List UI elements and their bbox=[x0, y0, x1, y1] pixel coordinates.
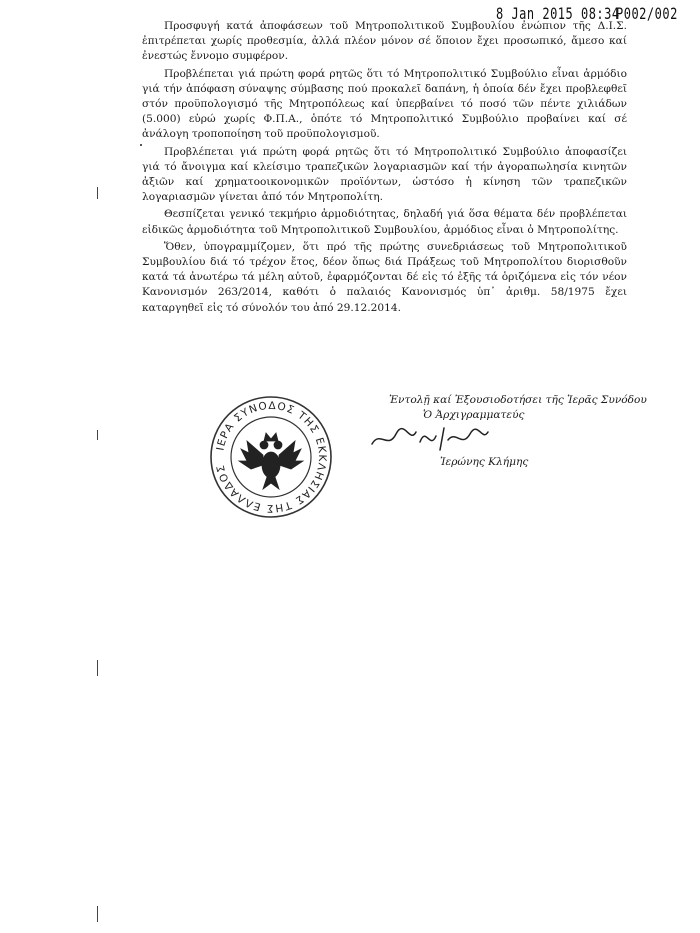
paragraph-competence: Θεσπίζεται γενικό τεκμήριο ἁρμοδιότητας, δηλαδή γιά ὅσα θέματα δέν προβλέπεται εἰδικῶς ἁρμοδιότητα τοῦ Μητροπολιτικοῦ Συμβουλίου, ἁρμόδιος εἶναι ὁ Μητροπολίτης. bbox=[142, 208, 627, 236]
paragraph-expenditure: Προβλέπεται γιά πρώτη φορά ρητῶς ὅτι τό Μητροπολιτικό Συμβούλιο εἶναι ἁρμόδιο γιά τήν ἀπόφαση σύναψης σύμβασης πού προκαλεῖ δαπάνη, ἡ ὁποία δέν ἔχει προβλεφθεῖ στόν προϋπολογισμό τῆς Μητροπόλεως καί ὑπερβαίνει τό ποσό τῶν πέντε χιλιάδων (5.000) εὐρώ χωρίς Φ.Π.Α., ὁπότε τό Μητροπολιτικό Συμβούλιο προβαίνει καί σέ ἀνάλογη τροποποίηση τοῦ προϋπολογισμοῦ. bbox=[142, 67, 627, 141]
paragraph-bank-accounts: Προβλέπεται γιά πρώτη φορά ρητῶς ὅτι τό Μητροπολιτικό Συμβούλιο ἀποφασίζει γιά τό ἄνοιγμα καί κλείσιμο τραπεζικῶν λογαριασμῶν καί τήν ἀγοραπωλησία κινητῶν ἀξιῶν καί χρηματοοικονομικῶν προϊόντων, ὡστόσο ἡ κίνηση τῶν τραπεζικῶν λογαριασμῶν γίνεται ἀπό τόν Μητροπολίτη. bbox=[142, 145, 627, 204]
authority-block bbox=[389, 393, 647, 423]
signer-name: Ἰερώνης Κλήμης bbox=[440, 456, 529, 468]
fax-datetime: 8 Jan 2015 08:34 bbox=[496, 4, 620, 23]
paragraph-appeal: Προσφυγή κατά ἀποφάσεων τοῦ Μητροπολιτικοῦ Συμβουλίου ἐνώπιον τῆς Δ.Ι.Σ. ἐπιτρέπεται χωρίς προθεσμία, ἀλλά πλέον μόνον σέ ὅποιον ἔχει προσωπικό, ἄμεσο καί ἐνεστώς ἔννομο συμφέρον. bbox=[142, 20, 627, 63]
margin-dot bbox=[140, 144, 142, 146]
document-body bbox=[142, 19, 627, 316]
authority-title: Ὁ Ἀρχιγραμματεύς bbox=[423, 409, 525, 421]
margin-mark bbox=[97, 430, 98, 440]
fax-page-number: P002/002 bbox=[616, 4, 678, 23]
authority-line: Ἐντολῇ καί Ἐξουσιοδοτήσει τῆς Ἱερᾶς Συνόδου bbox=[389, 394, 647, 406]
margin-mark bbox=[97, 660, 98, 676]
synod-seal-icon bbox=[207, 393, 335, 521]
paragraph-conclusion: Ὅθεν, ὑπογραμμίζομεν, ὅτι πρό τῆς πρώτης συνεδριάσεως τοῦ Μητροπολιτικοῦ Συμβουλίου διά τό τρέχον ἔτος, δέον ὅπως διά Πράξεως τοῦ Μητροπολίτου διορισθοῦν κατά τά ἀνωτέρω τά μέλη αὐτοῦ, ἐφαρμόζονται δέ εἰς τό ἑξῆς τά ὁριζόμενα εἰς τόν νέον Κανονισμόν 263/2014, καθότι ὁ παλαιός Κανονισμός ὑπ᾽ ἀριθμ. 58/1975 ἔχει καταργηθεῖ εἰς τό σύνολόν του ἀπό 29.12.2014. bbox=[142, 240, 627, 314]
signature-icon bbox=[370, 420, 490, 454]
margin-mark bbox=[97, 906, 98, 922]
seal-text: ΙΕΡΑ ΣΥΝΟΔΟΣ ΤΗΣ ΕΚΚΛΗΣΙΑΣ ΤΗΣ ΕΛΛΑΔΟΣ bbox=[214, 399, 329, 515]
margin-mark bbox=[97, 187, 98, 199]
